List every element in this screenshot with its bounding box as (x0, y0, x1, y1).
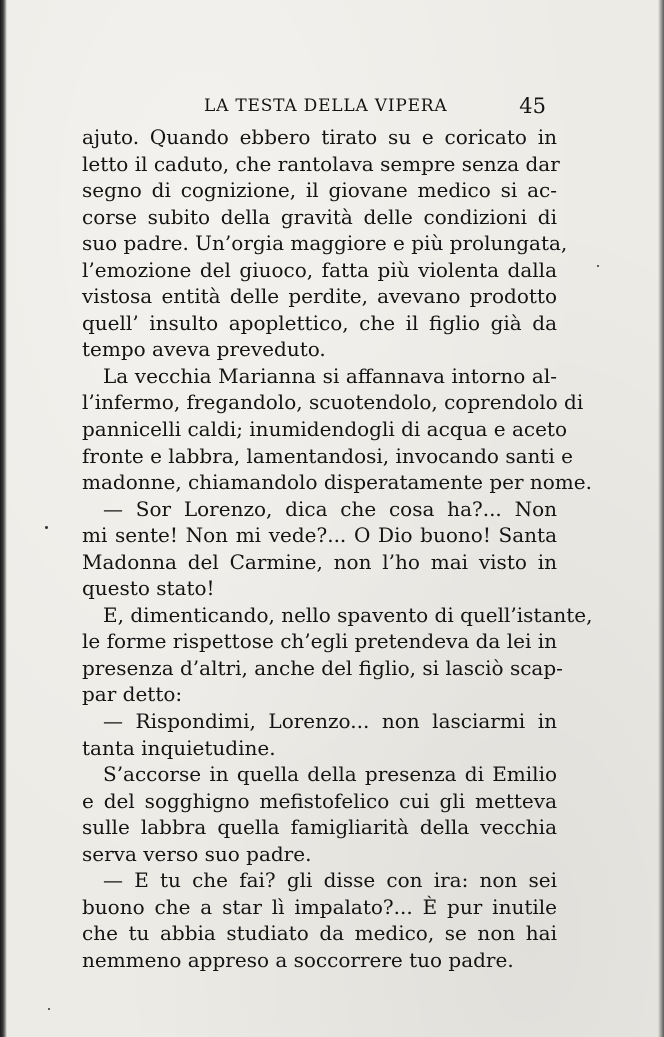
paper-speck (45, 526, 48, 529)
running-header (204, 96, 546, 122)
running-title: LA TESTA DELLA VIPERA (204, 96, 448, 116)
page-right-edge (658, 0, 664, 1037)
text-line: questo stato! (82, 576, 215, 601)
text-line: l’infermo, fregandolo, scuotendolo, coprendolo di (82, 390, 584, 415)
page-binding-edge (0, 0, 7, 1037)
text-line: segno di cognizione, il giovane medico si ac- (82, 178, 557, 203)
body-text (82, 124, 593, 974)
text-line: letto il caduto, che rantolava sempre senza dar (82, 151, 560, 176)
text-line: le forme rispettose ch’egli pretendeva da lei in (82, 629, 557, 654)
text-line: buono che a star lì impalato?... È pur inutile (82, 894, 557, 919)
text-line: par detto: (82, 682, 183, 707)
text-line: tanta inquietudine. (82, 735, 276, 760)
paper-speck (48, 1008, 50, 1010)
text-line: madonne, chiamandolo disperatamente per nome. (82, 470, 592, 495)
text-line: quell’ insulto apoplettico, che il figlio già da (82, 310, 557, 335)
text-line: presenza d’altri, anche del figlio, si lasciò scap- (82, 655, 563, 680)
text-line: sulle labbra quella famigliarità della vecchia (82, 815, 557, 840)
text-line: La vecchia Marianna si affannava intorno al- (103, 363, 557, 388)
page-number: 45 (519, 94, 546, 118)
text-line: vistosa entità delle perdite, avevano prodotto (82, 284, 557, 309)
text-line: Madonna del Carmine, non l’ho mai visto in (82, 549, 557, 574)
text-line: corse subito della gravità delle condizioni di (82, 204, 557, 229)
text-line: e del sogghigno mefistofelico cui gli metteva (82, 788, 557, 813)
text-line: fronte e labbra, lamentandosi, invocando santi e (82, 443, 574, 468)
text-line: nemmeno appreso a soccorrere tuo padre. (82, 947, 514, 972)
text-line: mi sente! Non mi vede?... O Dio buono! Santa (82, 523, 557, 548)
text-line: — Rispondimi, Lorenzo... non lasciarmi in (103, 709, 557, 734)
text-line: — E tu che fai? gli disse con ira: non sei (103, 868, 557, 893)
text-line: l’emozione del giuoco, fatta più violenta dalla (82, 257, 557, 282)
text-line: E, dimenticando, nello spavento di quell’istante, (103, 602, 593, 627)
text-line: suo padre. Un’orgia maggiore e più prolungata, (82, 231, 568, 256)
text-line: tempo aveva preveduto. (82, 337, 326, 362)
text-line: ajuto. Quando ebbero tirato su e coricato in (82, 125, 557, 149)
text-line: S’accorse in quella della presenza di Emilio (103, 762, 557, 787)
text-line: serva verso suo padre. (82, 841, 312, 866)
text-line: pannicelli caldi; inumidendogli di acqua e aceto (82, 417, 567, 442)
text-line: che tu abbia studiato da medico, se non hai (82, 921, 557, 946)
text-line: — Sor Lorenzo, dica che cosa ha?... Non (103, 496, 557, 521)
paper-speck (597, 265, 599, 267)
